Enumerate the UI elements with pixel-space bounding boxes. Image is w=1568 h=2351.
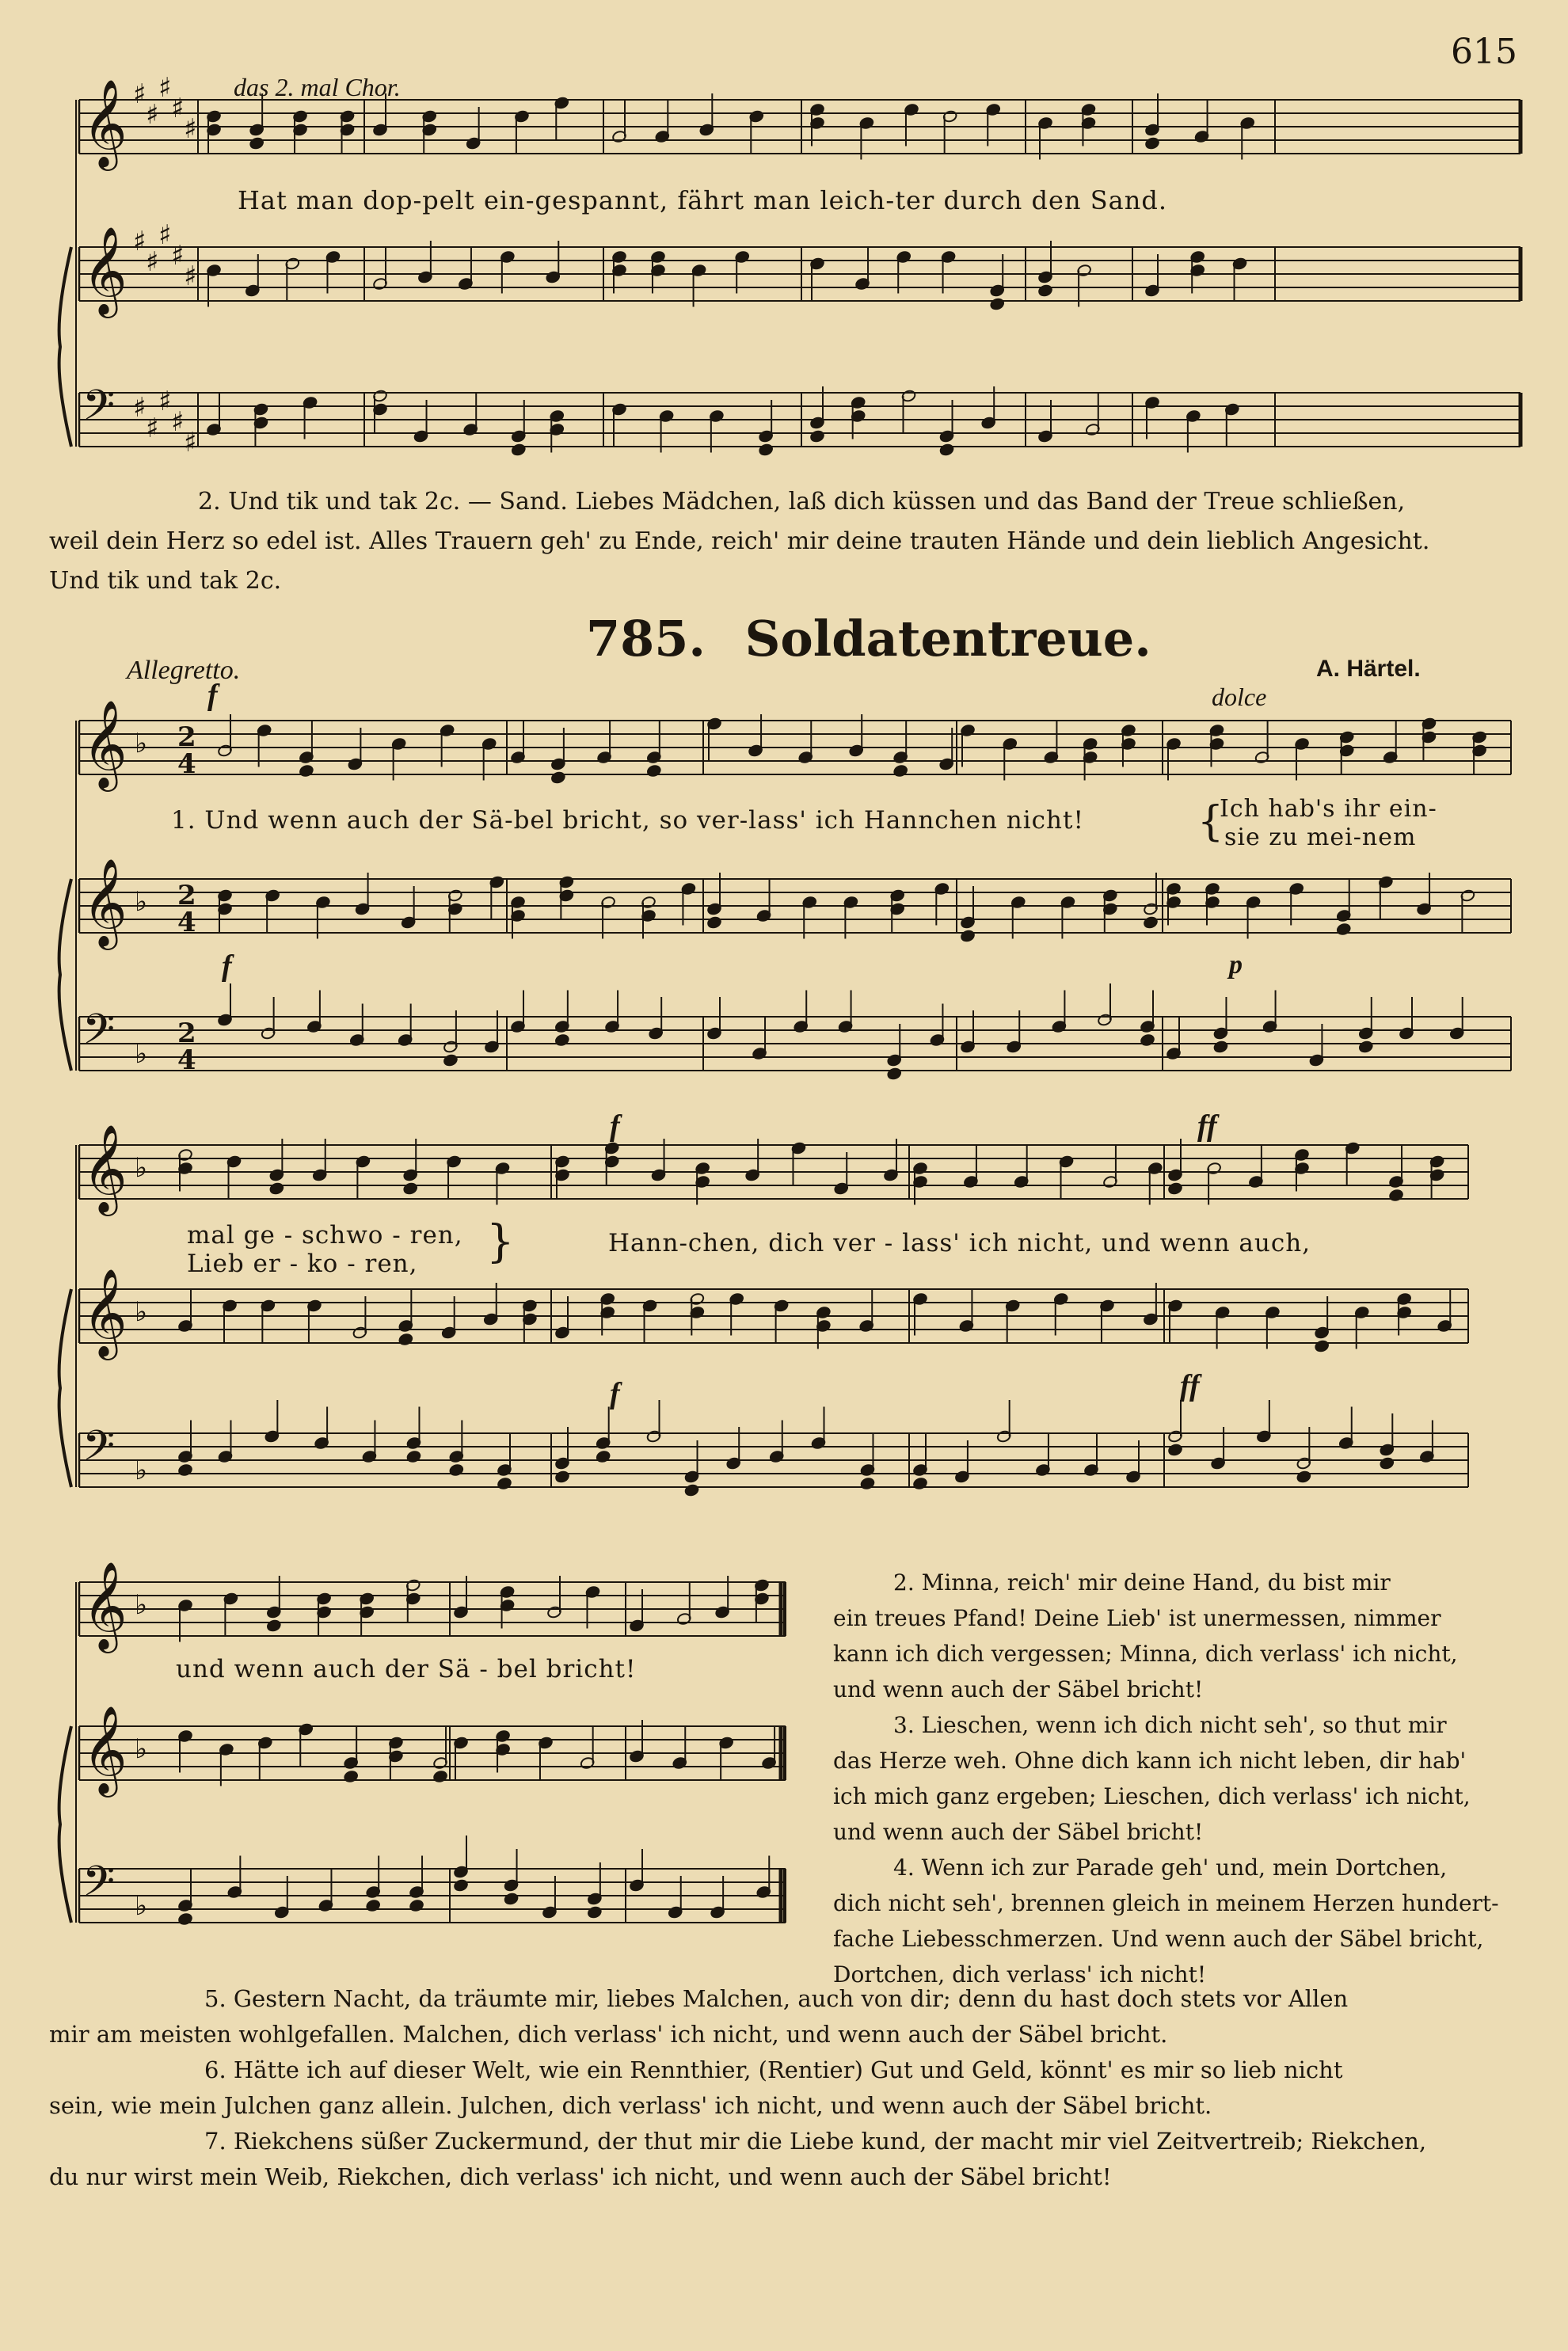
notehead bbox=[939, 443, 954, 457]
notehead bbox=[398, 1333, 413, 1346]
notehead bbox=[1315, 1340, 1330, 1353]
verse-line: kann ich dich vergessen; Minna, dich verlass' ich nicht, bbox=[833, 1641, 1458, 1667]
verse-line: 7. Riekchens süßer Zuckermund, der thut mir die Liebe kund, der macht mir viel Zeitvertreib; Riekchen, bbox=[204, 2128, 1427, 2155]
dynamic-forte: f bbox=[207, 679, 218, 712]
brace-text: } bbox=[486, 1216, 515, 1268]
verse-line: 6. Hätte ich auf dieser Welt, wie ein Rennthier, (Rentier) Gut und Geld, könnt' es mir so lieb nicht bbox=[204, 2056, 1343, 2083]
key-signature: ♭ bbox=[135, 1455, 148, 1486]
notehead bbox=[449, 1463, 464, 1477]
verse-line: 5. Gestern Nacht, da träumte mir, liebes Malchen, auch von dir; denn du hast doch stets vor Allen bbox=[204, 1985, 1349, 2012]
verse-line: ein treues Pfand! Deine Lieb' ist unermessen, nimmer bbox=[833, 1605, 1441, 1631]
key-signature: ♭ bbox=[135, 886, 148, 918]
bass-clef: 𝄢 bbox=[82, 1422, 116, 1481]
key-signature: ♯ bbox=[146, 246, 159, 278]
notehead bbox=[550, 771, 565, 785]
dynamic-forte-bass: f bbox=[610, 1377, 620, 1410]
lyric-system-2-a1: mal ge - schwo - ren, bbox=[187, 1221, 463, 1250]
lyric-system-1: 1. Und wenn auch der Sä-bel bricht, so ver-lass' ich Hannchen nicht! bbox=[171, 806, 1084, 835]
notehead bbox=[269, 1182, 284, 1196]
verse-line: und wenn auch der Säbel bricht! bbox=[833, 1676, 1204, 1702]
notehead bbox=[759, 443, 774, 457]
song-title: Soldatentreue. bbox=[744, 610, 1151, 668]
notehead bbox=[266, 1619, 281, 1633]
notehead bbox=[366, 1899, 381, 1912]
notehead bbox=[1167, 1182, 1182, 1196]
verse-line: 3. Lieschen, wenn ich dich nicht seh', so thut mir bbox=[893, 1712, 1447, 1738]
notehead bbox=[403, 1182, 418, 1196]
bass-clef: 𝄢 bbox=[82, 1006, 116, 1064]
notehead bbox=[497, 1477, 512, 1490]
key-signature: ♯ bbox=[171, 93, 185, 124]
notehead bbox=[1037, 284, 1052, 298]
song-header bbox=[586, 610, 1151, 668]
notehead bbox=[596, 1450, 611, 1463]
key-signature: ♭ bbox=[135, 728, 148, 759]
notehead bbox=[1140, 1033, 1155, 1047]
key-signature: ♯ bbox=[146, 413, 159, 444]
treble-clef: 𝄞 bbox=[82, 858, 127, 946]
time-signature-top: 2 bbox=[177, 880, 196, 911]
notehead bbox=[344, 1770, 359, 1783]
key-signature: ♯ bbox=[133, 226, 147, 257]
key-signature: ♯ bbox=[146, 99, 159, 131]
treble-clef: 𝄞 bbox=[82, 78, 127, 167]
notehead bbox=[554, 1470, 569, 1484]
verses-right-column bbox=[833, 1565, 1514, 1992]
dynamic-fortissimo: ff bbox=[1197, 1109, 1217, 1143]
notehead bbox=[1388, 1189, 1403, 1202]
key-signature: ♯ bbox=[133, 78, 147, 110]
key-signature: ♯ bbox=[171, 406, 185, 438]
key-signature: ♭ bbox=[135, 1038, 148, 1070]
verse-line: mir am meisten wohlgefallen. Malchen, dich verlass' ich nicht, und wenn auch der Säbel bricht. bbox=[49, 2021, 1168, 2048]
key-signature: ♯ bbox=[184, 427, 197, 458]
notehead bbox=[887, 1067, 902, 1081]
performance-direction: das 2. mal Chor. bbox=[234, 73, 401, 101]
brace bbox=[59, 1289, 71, 1487]
verse-2-line-3: Und tik und tak 2c. bbox=[49, 567, 282, 595]
notehead bbox=[1380, 1457, 1395, 1470]
key-signature: ♭ bbox=[135, 1733, 148, 1765]
lyric-system-3: und wenn auch der Sä - bel bricht! bbox=[176, 1655, 637, 1683]
verse-line: das Herze weh. Ohne dich kann ich nicht leben, dir hab' bbox=[833, 1748, 1467, 1774]
key-signature: ♯ bbox=[133, 392, 147, 424]
notehead bbox=[177, 1463, 192, 1477]
notehead bbox=[504, 1893, 519, 1906]
page-number: 615 bbox=[1451, 32, 1517, 72]
treble-clef: 𝄞 bbox=[82, 699, 127, 788]
notehead bbox=[409, 1899, 424, 1912]
notehead bbox=[1143, 916, 1158, 930]
notehead bbox=[646, 764, 661, 778]
key-signature: ♯ bbox=[158, 72, 172, 104]
dynamic-piano: p bbox=[1229, 950, 1243, 980]
lyric-line: Hat man dop-pelt ein-gespannt, fährt man leich-ter durch den Sand. bbox=[238, 185, 1168, 215]
treble-clef: 𝄞 bbox=[82, 1561, 127, 1649]
verse-line: und wenn auch der Säbel bricht! bbox=[833, 1819, 1204, 1845]
notehead bbox=[960, 930, 975, 943]
time-signature-bottom: 4 bbox=[177, 748, 196, 780]
notehead bbox=[990, 298, 1005, 311]
key-signature: ♯ bbox=[184, 113, 197, 145]
composer: A. Härtel. bbox=[1316, 656, 1421, 682]
brace bbox=[59, 879, 71, 1071]
verse-line: ich mich ganz ergeben; Lieschen, dich verlass' ich nicht, bbox=[833, 1783, 1471, 1809]
notehead bbox=[1296, 1470, 1311, 1484]
verse-line: Dortchen, dich verlass' ich nicht! bbox=[833, 1961, 1207, 1988]
notehead bbox=[912, 1477, 927, 1490]
notehead bbox=[893, 764, 908, 778]
key-signature: ♭ bbox=[135, 1152, 148, 1184]
notehead bbox=[860, 1477, 875, 1490]
bass-clef: 𝄢 bbox=[82, 382, 116, 440]
dynamic-forte-bass: f bbox=[222, 949, 232, 983]
song-number: 785. bbox=[586, 610, 706, 668]
treble-clef: 𝄞 bbox=[82, 1705, 127, 1794]
lyric-system-2-a2: Lieb er - ko - ren, bbox=[187, 1250, 418, 1278]
notehead bbox=[587, 1906, 602, 1919]
notehead bbox=[809, 430, 824, 443]
notehead bbox=[453, 1879, 468, 1893]
verses-full-width bbox=[49, 1981, 1522, 2195]
time-signature-top: 2 bbox=[177, 1018, 196, 1049]
notehead bbox=[1213, 1040, 1228, 1054]
brace-text: { bbox=[1197, 798, 1224, 846]
brace bbox=[59, 247, 71, 447]
verse-line: fache Liebesschmerzen. Und wenn auch der Säbel bricht, bbox=[833, 1926, 1484, 1952]
notehead bbox=[299, 764, 314, 778]
key-signature: ♯ bbox=[184, 261, 197, 292]
verse-line: dich nicht seh', brennen gleich in meinem Herzen hundert- bbox=[833, 1890, 1499, 1916]
dynamic-fortissimo-bass: ff bbox=[1180, 1369, 1200, 1402]
key-signature: ♭ bbox=[135, 1296, 148, 1328]
verse-line: sein, wie mein Julchen ganz allein. Julchen, dich verlass' ich nicht, und wenn auch der Säbel bricht. bbox=[49, 2092, 1212, 2119]
notehead bbox=[177, 1912, 192, 1926]
notehead bbox=[554, 1033, 569, 1047]
notehead bbox=[1144, 137, 1159, 150]
dynamic-dolce: dolce bbox=[1212, 683, 1267, 711]
brace bbox=[59, 1726, 71, 1923]
tempo-marking: Allegretto. bbox=[127, 656, 241, 685]
time-signature-top: 2 bbox=[177, 721, 196, 753]
time-signature-bottom: 4 bbox=[177, 1044, 196, 1076]
notehead bbox=[406, 1450, 421, 1463]
verse-2-line-2: weil dein Herz so edel ist. Alles Trauern geh' zu Ende, reich' mir deine trauten Hände und dein lieblich Angesicht. bbox=[49, 527, 1430, 555]
notehead bbox=[1336, 923, 1351, 936]
lyric-system-2-b: Hann-chen, dich ver - lass' ich nicht, und wenn auch, bbox=[608, 1229, 1311, 1257]
treble-clef: 𝄞 bbox=[82, 1124, 127, 1212]
key-signature: ♯ bbox=[171, 240, 185, 272]
notehead bbox=[706, 916, 721, 930]
dynamic-forte: f bbox=[610, 1109, 620, 1143]
notehead bbox=[511, 443, 526, 457]
lyric-system-1-alt-b: sie zu mei-nem bbox=[1224, 824, 1417, 851]
verse-line: du nur wirst mein Weib, Riekchen, dich verlass' ich nicht, und wenn auch der Säbel bricht! bbox=[49, 2163, 1112, 2190]
key-signature: ♯ bbox=[158, 386, 172, 417]
bass-clef: 𝄢 bbox=[82, 1858, 116, 1916]
treble-clef: 𝄞 bbox=[82, 1268, 127, 1356]
key-signature: ♭ bbox=[135, 1589, 148, 1621]
verse-line: 4. Wenn ich zur Parade geh' und, mein Dortchen, bbox=[893, 1855, 1448, 1881]
notehead bbox=[1358, 1040, 1373, 1054]
key-signature: ♭ bbox=[135, 1890, 148, 1922]
notehead bbox=[684, 1484, 699, 1497]
notehead bbox=[443, 1054, 458, 1067]
notehead bbox=[432, 1770, 447, 1783]
lyric-system-1-alt-a: Ich hab's ihr ein- bbox=[1220, 795, 1437, 823]
key-signature: ♯ bbox=[158, 219, 172, 251]
notehead bbox=[1167, 1444, 1182, 1457]
notehead bbox=[249, 137, 265, 150]
time-signature-bottom: 4 bbox=[177, 907, 196, 938]
verse-line: 2. Minna, reich' mir deine Hand, du bist mir bbox=[893, 1569, 1391, 1596]
verse-2-line-1: 2. Und tik und tak 2c. — Sand. Liebes Mädchen, laß dich küssen und das Band der Treue schließen, bbox=[198, 488, 1406, 515]
treble-clef: 𝄞 bbox=[82, 226, 127, 314]
